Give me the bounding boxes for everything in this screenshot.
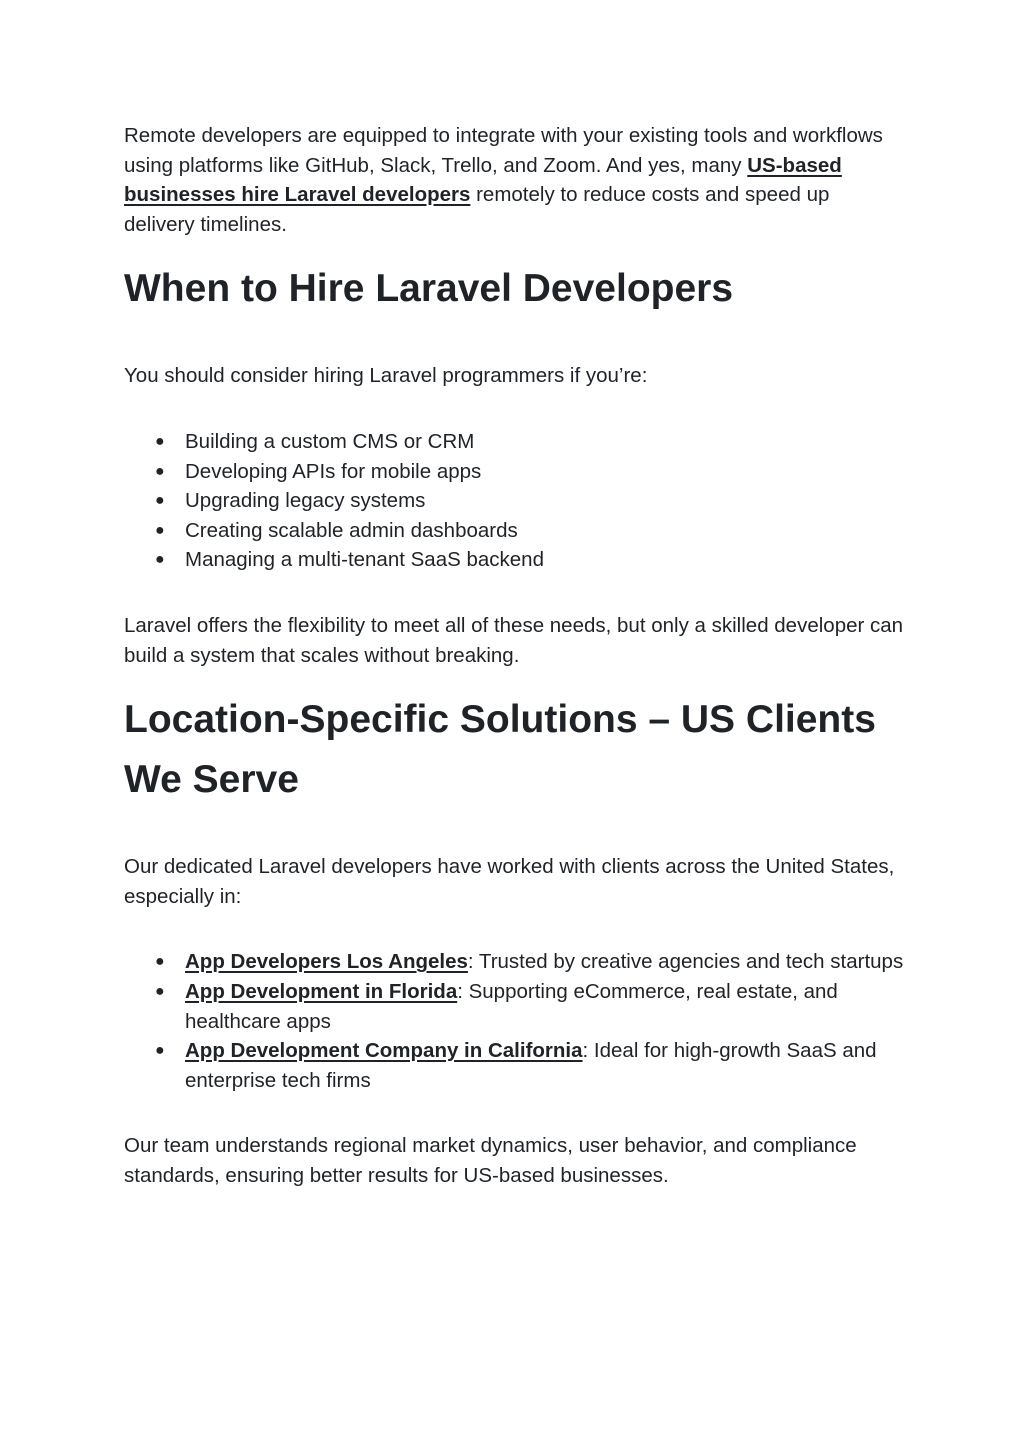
list-item bbox=[124, 545, 904, 575]
list-item bbox=[124, 486, 904, 516]
bullet-icon: ● bbox=[155, 953, 165, 971]
list-item bbox=[124, 427, 904, 457]
california-link[interactable]: App Development Company in California bbox=[185, 1039, 583, 1063]
list-item bbox=[124, 1036, 904, 1095]
us-based-businesses-link[interactable]: US-based businesses hire Laravel developers bbox=[124, 153, 842, 207]
bullet-icon: ● bbox=[155, 1042, 165, 1060]
list-item-text: : Ideal for high-growth SaaS and enterprise tech firms bbox=[185, 1039, 877, 1092]
intro-text-after: remotely to reduce costs and speed up delivery timelines. bbox=[124, 183, 830, 236]
bullet-icon: ● bbox=[155, 492, 165, 510]
bullet-icon: ● bbox=[155, 432, 165, 450]
heading-location-solutions: Location-Specific Solutions – US Clients We Serve bbox=[124, 698, 876, 802]
list-item-text: Developing APIs for mobile apps bbox=[185, 459, 482, 483]
hire-reasons-list bbox=[124, 427, 904, 575]
list-item-text: : Supporting eCommerce, real estate, and healthcare apps bbox=[185, 979, 838, 1033]
list-item bbox=[124, 457, 904, 487]
intro-text-before: Remote developers are equipped to integrate with your existing tools and workflows using platforms like GitHub, Slack, Trello, and Zoom. And yes, many bbox=[124, 124, 883, 177]
us-locations-list bbox=[124, 947, 904, 1095]
list-item bbox=[124, 516, 904, 546]
list-item-text: Upgrading legacy systems bbox=[185, 489, 426, 513]
when-lead-paragraph: You should consider hiring Laravel programmers if you’re: bbox=[124, 364, 648, 388]
list-item bbox=[124, 947, 904, 977]
heading-when-to-hire: When to Hire Laravel Developers bbox=[124, 267, 734, 311]
los-angeles-link[interactable]: App Developers Los Angeles bbox=[185, 950, 468, 974]
list-item-text: Creating scalable admin dashboards bbox=[185, 518, 518, 542]
intro-paragraph bbox=[124, 121, 904, 239]
bullet-icon: ● bbox=[155, 521, 165, 539]
list-item-text: Building a custom CMS or CRM bbox=[185, 429, 475, 453]
list-item-text: : Trusted by creative agencies and tech startups bbox=[467, 950, 904, 974]
list-item-text: Managing a multi-tenant SaaS backend bbox=[185, 548, 544, 572]
list-item bbox=[124, 977, 904, 1036]
when-closing-paragraph: Laravel offers the flexibility to meet all of these needs, but only a skilled developer can build a system that scales without breaking. bbox=[124, 613, 904, 667]
bullet-icon: ● bbox=[155, 462, 165, 480]
florida-link[interactable]: App Development in Florida bbox=[185, 979, 458, 1003]
bullet-icon: ● bbox=[155, 551, 165, 569]
location-closing-paragraph: Our team understands regional market dynamics, user behavior, and compliance standards, ensuring better results for US-based businesses. bbox=[124, 1134, 857, 1187]
bullet-icon: ● bbox=[155, 982, 165, 1000]
location-lead-paragraph: Our dedicated Laravel developers have worked with clients across the United States, especially in: bbox=[124, 855, 895, 908]
document-page bbox=[124, 121, 904, 1190]
